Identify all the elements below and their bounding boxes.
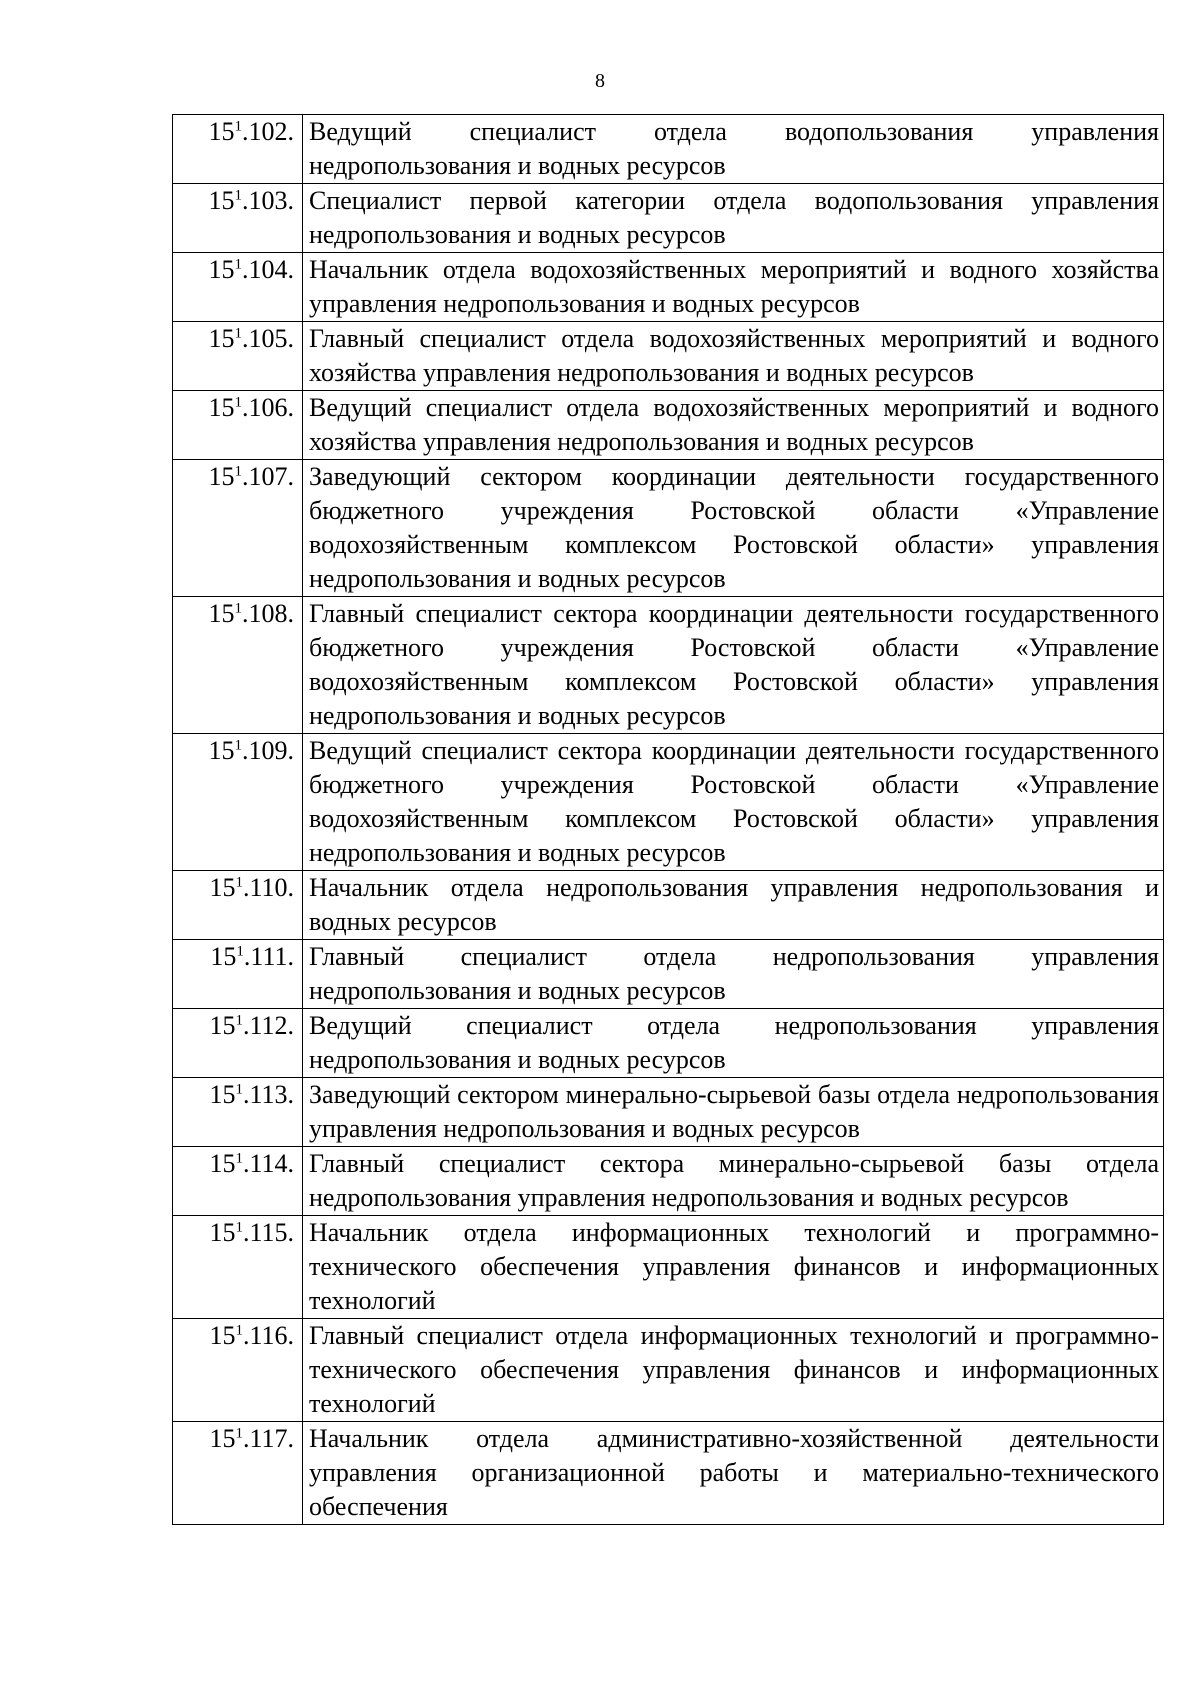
row-number-prefix: 15 [210, 942, 237, 971]
position-title: Главный специалист отдела недропользования управления недропользования и водных ресурсов [303, 940, 1164, 1009]
row-number [173, 1422, 303, 1525]
row-number-prefix: 15 [208, 599, 235, 628]
row-number-prefix: 15 [209, 873, 236, 902]
row-number [173, 940, 303, 1009]
table-row [173, 1147, 1164, 1216]
row-number-suffix: .106. [242, 393, 294, 422]
row-number [173, 253, 303, 322]
row-number-suffix: .112. [242, 1011, 294, 1040]
table-row [173, 322, 1164, 391]
position-title: Ведущий специалист отдела водохозяйственных мероприятий и водного хозяйства управления недропользования и водных ресурсов [303, 391, 1164, 460]
row-number [173, 460, 303, 597]
position-title: Начальник отдела информационных технологий и программно-технического обеспечения управления финансов и информационных технологий [303, 1216, 1164, 1319]
row-number-prefix: 15 [208, 462, 235, 491]
position-title: Начальник отдела водохозяйственных мероприятий и водного хозяйства управления недропользования и водных ресурсов [303, 253, 1164, 322]
row-number-prefix: 15 [208, 736, 235, 765]
row-number-suffix: .114. [242, 1149, 294, 1178]
position-title: Ведущий специалист отдела водопользования управления недропользования и водных ресурсов [303, 115, 1164, 184]
row-number-prefix: 15 [208, 186, 235, 215]
row-number-superscript: 1 [234, 600, 242, 617]
row-number-superscript: 1 [235, 1150, 243, 1167]
row-number-suffix: .110. [242, 873, 294, 902]
row-number [173, 322, 303, 391]
row-number [173, 1009, 303, 1078]
table-row [173, 871, 1164, 940]
table-row [173, 184, 1164, 253]
position-title: Главный специалист сектора минерально-сырьевой базы отдела недропользования управления недропользования и водных ресурсов [303, 1147, 1164, 1216]
row-number-prefix: 15 [209, 1011, 236, 1040]
row-number-superscript: 1 [235, 1322, 243, 1339]
row-number-suffix: .109. [242, 736, 294, 765]
position-title: Специалист первой категории отдела водопользования управления недропользования и водных ресурсов [303, 184, 1164, 253]
row-number-superscript: 1 [234, 394, 242, 411]
table-row [173, 734, 1164, 871]
row-number [173, 1078, 303, 1147]
row-number-prefix: 15 [208, 255, 235, 284]
row-number-superscript: 1 [235, 1012, 243, 1029]
row-number-superscript: 1 [235, 1425, 243, 1442]
row-number-prefix: 15 [209, 1149, 236, 1178]
position-title: Главный специалист отдела водохозяйственных мероприятий и водного хозяйства управления недропользования и водных ресурсов [303, 322, 1164, 391]
row-number [173, 871, 303, 940]
row-number-superscript: 1 [234, 256, 242, 273]
row-number-prefix: 15 [209, 1424, 236, 1453]
table-body [173, 115, 1164, 1525]
table-row [173, 1319, 1164, 1422]
row-number-superscript: 1 [235, 1081, 243, 1098]
table-row [173, 391, 1164, 460]
row-number-superscript: 1 [235, 1219, 243, 1236]
row-number-prefix: 15 [208, 393, 235, 422]
table-row [173, 460, 1164, 597]
positions-table [172, 114, 1164, 1525]
row-number-suffix: .105. [242, 324, 294, 353]
row-number-superscript: 1 [234, 118, 242, 135]
row-number-prefix: 15 [209, 1080, 236, 1109]
row-number-prefix: 15 [208, 117, 235, 146]
position-title: Ведущий специалист сектора координации деятельности государственного бюджетного учреждения Ростовской области «Управление водохозяйственным комплексом Ростовской области» управления недропользования и водных ресурсов [303, 734, 1164, 871]
row-number-suffix: .104. [242, 255, 294, 284]
position-title: Ведущий специалист отдела недропользования управления недропользования и водных ресурсов [303, 1009, 1164, 1078]
row-number-suffix: .108. [242, 599, 294, 628]
position-title: Главный специалист отдела информационных технологий и программно-технического обеспечения управления финансов и информационных технологий [303, 1319, 1164, 1422]
table-row [173, 1422, 1164, 1525]
row-number-prefix: 15 [209, 1321, 236, 1350]
table-row [173, 1009, 1164, 1078]
row-number-superscript: 1 [234, 187, 242, 204]
position-title: Начальник отдела административно-хозяйственной деятельности управления организационной работы и материально-технического обеспечения [303, 1422, 1164, 1525]
position-title: Начальник отдела недропользования управления недропользования и водных ресурсов [303, 871, 1164, 940]
row-number [173, 597, 303, 734]
position-title: Главный специалист сектора координации деятельности государственного бюджетного учреждения Ростовской области «Управление водохозяйственным комплексом Ростовской области» управления недропользования и водных ресурсов [303, 597, 1164, 734]
row-number-suffix: .116. [242, 1321, 294, 1350]
row-number-suffix: .117. [242, 1424, 294, 1453]
row-number [173, 115, 303, 184]
row-number-suffix: .115. [242, 1218, 294, 1247]
position-title: Заведующий сектором минерально-сырьевой базы отдела недропользования управления недропользования и водных ресурсов [303, 1078, 1164, 1147]
table-row [173, 597, 1164, 734]
row-number [173, 391, 303, 460]
row-number [173, 184, 303, 253]
row-number-superscript: 1 [234, 325, 242, 342]
position-title: Заведующий сектором координации деятельности государственного бюджетного учреждения Ростовской области «Управление водохозяйственным комплексом Ростовской области» управления недропользования и водных ресурсов [303, 460, 1164, 597]
row-number-suffix: .113. [242, 1080, 294, 1109]
row-number-superscript: 1 [234, 737, 242, 754]
row-number-suffix: .107. [242, 462, 294, 491]
row-number [173, 1216, 303, 1319]
table-row [173, 253, 1164, 322]
page-number: 8 [595, 70, 605, 92]
row-number-suffix: .103. [242, 186, 294, 215]
table-row [173, 1078, 1164, 1147]
row-number-prefix: 15 [208, 324, 235, 353]
row-number-suffix: .102. [242, 117, 294, 146]
row-number-prefix: 15 [209, 1218, 236, 1247]
table-row [173, 1216, 1164, 1319]
table-row [173, 940, 1164, 1009]
row-number-superscript: 1 [234, 463, 242, 480]
row-number [173, 734, 303, 871]
row-number-suffix: .111. [243, 942, 294, 971]
row-number [173, 1319, 303, 1422]
row-number-superscript: 1 [235, 874, 243, 891]
row-number-superscript: 1 [236, 943, 244, 960]
table-row [173, 115, 1164, 184]
row-number [173, 1147, 303, 1216]
